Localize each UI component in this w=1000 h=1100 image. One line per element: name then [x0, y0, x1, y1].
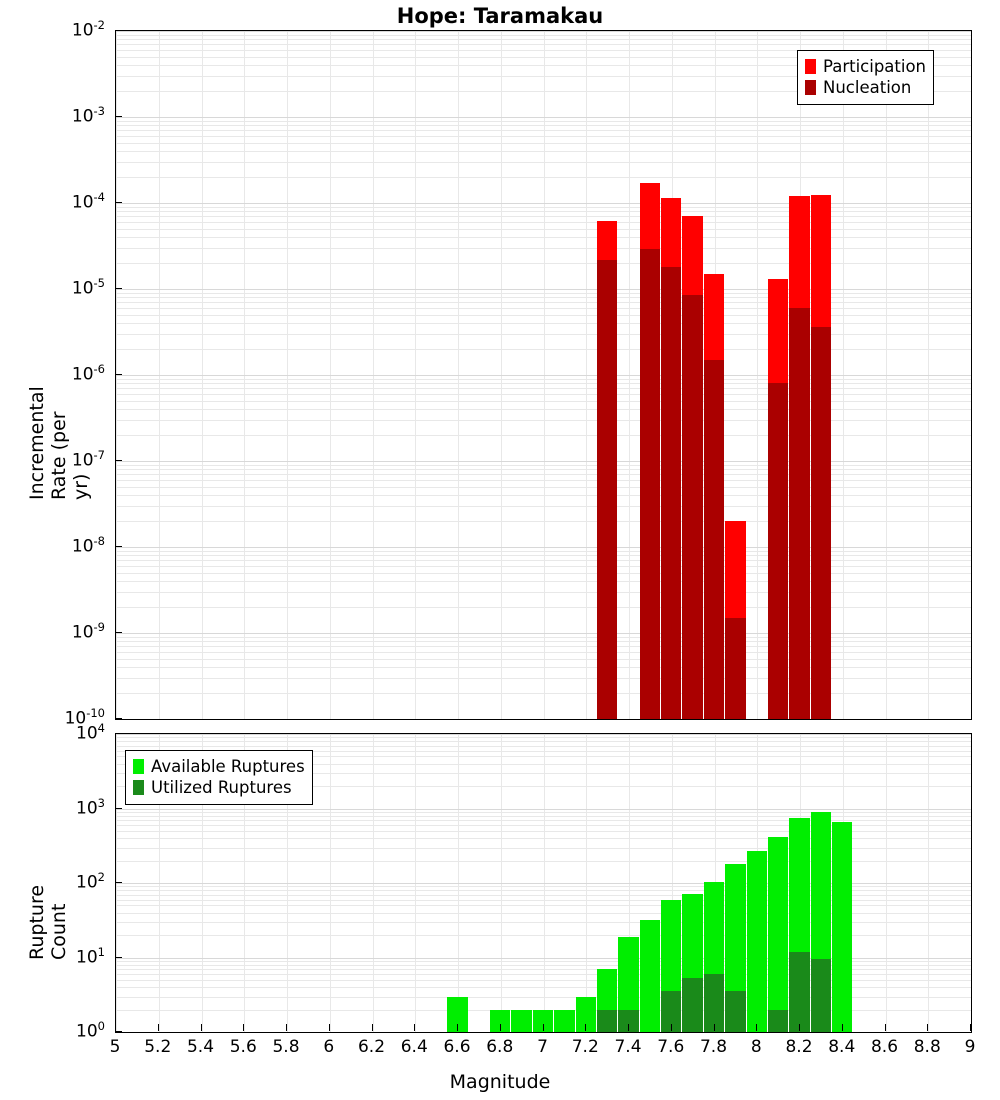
x-tick-label: 5.4 [186, 1037, 215, 1057]
gridline-horizontal [116, 229, 971, 230]
gridline-horizontal [116, 719, 971, 720]
legend-swatch-icon [133, 780, 144, 795]
x-tick-label: 9 [964, 1037, 976, 1057]
x-tick-label: 8.2 [785, 1037, 813, 1057]
gridline-horizontal [116, 737, 971, 738]
x-tick-label: 6.4 [400, 1037, 428, 1057]
x-tick-mark [842, 1024, 843, 1031]
x-tick-label: 5.6 [229, 1037, 257, 1057]
gridline-horizontal [116, 177, 971, 178]
x-tick-label: 6.8 [486, 1037, 514, 1057]
x-tick-mark [927, 1024, 928, 1031]
gridline-horizontal [116, 659, 971, 660]
gridline-horizontal [116, 383, 971, 384]
gridline-horizontal [116, 379, 971, 380]
gridline-horizontal [116, 573, 971, 574]
gridline-horizontal [116, 315, 971, 316]
bar-available-ruptures [747, 851, 767, 1032]
x-tick-label: 5.8 [272, 1037, 300, 1057]
x-tick-mark [115, 1024, 116, 1031]
bar-available-ruptures [832, 822, 852, 1032]
bottom-legend-row [133, 756, 305, 777]
x-tick-label: 5 [109, 1037, 121, 1057]
y-tick-mark [115, 546, 122, 547]
x-tick-mark [714, 1024, 715, 1031]
gridline-horizontal [116, 474, 971, 475]
gridline-horizontal [116, 465, 971, 466]
y-tick-label: $10^0$ [76, 1019, 105, 1042]
legend-swatch-icon [805, 59, 816, 74]
y-tick-label: $10^1$ [76, 944, 105, 968]
gridline-horizontal [116, 581, 971, 582]
x-tick-mark [543, 1024, 544, 1031]
x-tick-mark [799, 1024, 800, 1031]
bar-utilized-ruptures [768, 1010, 788, 1032]
x-tick-mark [286, 1024, 287, 1031]
x-tick-label: 5.2 [144, 1037, 172, 1057]
y-tick-mark [115, 374, 122, 375]
top-legend-row [805, 56, 926, 77]
y-tick-label: $10^{-9}$ [71, 620, 105, 643]
y-tick-label: $10^{-6}$ [71, 362, 105, 385]
y-tick-mark [115, 957, 122, 958]
x-tick-label: 7.2 [571, 1037, 599, 1057]
x-tick-label: 6 [323, 1037, 335, 1057]
gridline-horizontal [116, 495, 971, 496]
bar-nucleation [768, 383, 788, 719]
x-tick-label: 6.2 [357, 1037, 386, 1057]
y-tick-label: $10^{-7}$ [71, 448, 105, 471]
bar-utilized-ruptures [597, 1010, 617, 1032]
page-title: Hope: Taramakau [396, 4, 604, 28]
x-tick-mark [201, 1024, 202, 1031]
gridline-horizontal [116, 334, 971, 335]
bar-nucleation [811, 327, 831, 719]
y-tick-mark [115, 116, 122, 117]
y-tick-mark [115, 460, 122, 461]
gridline-horizontal [116, 607, 971, 608]
gridline-vertical [971, 734, 972, 1032]
gridline-horizontal [116, 323, 971, 324]
gridline-horizontal [116, 592, 971, 593]
bar-utilized-ruptures [682, 978, 702, 1032]
x-tick-label: 7.4 [614, 1037, 642, 1057]
gridline-horizontal [116, 667, 971, 668]
x-tick-label: 8.6 [870, 1037, 899, 1057]
y-tick-label: $10^{-8}$ [71, 534, 105, 557]
gridline-horizontal [116, 678, 971, 679]
gridline-horizontal [116, 375, 971, 376]
y-tick-label: $10^{-2}$ [71, 18, 105, 41]
y-tick-mark [115, 733, 122, 734]
gridline-horizontal [116, 44, 971, 45]
gridline-horizontal [116, 480, 971, 481]
bar-available-ruptures [640, 920, 660, 1032]
y-tick-mark [115, 632, 122, 633]
bottom-y-axis-label: Rupture Count [26, 884, 70, 960]
gridline-horizontal [116, 289, 971, 290]
bar-utilized-ruptures [811, 959, 831, 1032]
gridline-horizontal [116, 506, 971, 507]
y-tick-label: $10^{-4}$ [71, 190, 105, 213]
gridline-vertical [971, 31, 972, 719]
y-tick-mark [115, 288, 122, 289]
x-tick-mark [158, 1024, 159, 1031]
gridline-horizontal [116, 237, 971, 238]
gridline-horizontal [116, 469, 971, 470]
bar-utilized-ruptures [789, 952, 809, 1032]
gridline-horizontal [116, 816, 971, 817]
x-tick-label: 7.8 [699, 1037, 728, 1057]
x-tick-mark [500, 1024, 501, 1031]
gridline-horizontal [116, 31, 971, 32]
y-tick-label: $10^{-10}$ [64, 706, 105, 729]
bar-nucleation [725, 618, 745, 719]
bar-utilized-ruptures [725, 991, 745, 1032]
legend-label: Nucleation [823, 78, 912, 97]
gridline-horizontal [116, 39, 971, 40]
gridline-horizontal [116, 734, 971, 735]
x-tick-label: 7.6 [657, 1037, 685, 1057]
gridline-horizontal [116, 349, 971, 350]
x-tick-mark [329, 1024, 330, 1031]
bar-available-ruptures [511, 1010, 531, 1032]
gridline-horizontal [116, 121, 971, 122]
y-tick-label: $10^3$ [76, 795, 105, 819]
gridline-horizontal [116, 297, 971, 298]
bottom-legend [125, 750, 313, 805]
gridline-horizontal [116, 820, 971, 821]
gridline-horizontal [116, 409, 971, 410]
gridline-horizontal [116, 741, 971, 742]
x-tick-mark [243, 1024, 244, 1031]
y-tick-mark [115, 808, 122, 809]
y-tick-label: $10^{-5}$ [71, 276, 105, 299]
bar-available-ruptures [768, 837, 788, 1032]
y-tick-label: $10^2$ [76, 870, 105, 893]
x-axis-label: Magnitude [449, 1071, 551, 1093]
gridline-horizontal [116, 435, 971, 436]
bar-nucleation [640, 249, 660, 719]
gridline-horizontal [116, 809, 971, 810]
x-tick-mark [970, 1024, 971, 1031]
gridline-horizontal [116, 136, 971, 137]
gridline-horizontal [116, 388, 971, 389]
gridline-horizontal [116, 1032, 971, 1033]
y-tick-mark [115, 1031, 122, 1032]
top-legend-row [805, 77, 926, 98]
legend-label: Participation [823, 57, 927, 76]
x-tick-label: 8 [750, 1037, 762, 1057]
y-tick-mark [115, 202, 122, 203]
x-tick-mark [585, 1024, 586, 1031]
gridline-horizontal [116, 420, 971, 421]
gridline-horizontal [116, 551, 971, 552]
gridline-horizontal [116, 151, 971, 152]
bottom-legend-row [133, 777, 305, 798]
y-tick-mark [115, 30, 122, 31]
gridline-horizontal [116, 207, 971, 208]
legend-swatch-icon [133, 759, 144, 774]
gridline-horizontal [116, 162, 971, 163]
x-tick-label: 7 [537, 1037, 548, 1057]
gridline-horizontal [116, 555, 971, 556]
gridline-horizontal [116, 637, 971, 638]
y-tick-mark [115, 882, 122, 883]
gridline-horizontal [116, 633, 971, 634]
bar-nucleation [682, 295, 702, 719]
gridline-horizontal [116, 263, 971, 264]
x-tick-label: 8.4 [828, 1037, 856, 1057]
gridline-horizontal [116, 222, 971, 223]
gridline-horizontal [116, 211, 971, 212]
gridline-horizontal [116, 216, 971, 217]
gridline-horizontal [116, 302, 971, 303]
y-tick-label: $10^{-3}$ [71, 104, 105, 127]
gridline-horizontal [116, 566, 971, 567]
bar-nucleation [661, 267, 681, 719]
x-tick-mark [457, 1024, 458, 1031]
gridline-horizontal [116, 203, 971, 204]
legend-swatch-icon [805, 80, 816, 95]
gridline-horizontal [116, 746, 971, 747]
gridline-horizontal [116, 248, 971, 249]
x-tick-label: 6.6 [443, 1037, 471, 1057]
top-plot-area [115, 30, 972, 720]
y-tick-label: $10^4$ [76, 721, 105, 744]
bar-nucleation [704, 360, 724, 719]
gridline-horizontal [116, 646, 971, 647]
x-tick-mark [671, 1024, 672, 1031]
x-tick-mark [372, 1024, 373, 1031]
gridline-horizontal [116, 560, 971, 561]
bar-nucleation [789, 308, 809, 719]
gridline-horizontal [116, 35, 971, 36]
top-legend [797, 50, 934, 105]
gridline-horizontal [116, 461, 971, 462]
gridline-horizontal [116, 394, 971, 395]
gridline-horizontal [116, 521, 971, 522]
x-tick-mark [414, 1024, 415, 1031]
gridline-horizontal [116, 652, 971, 653]
gridline-horizontal [116, 125, 971, 126]
top-y-axis-label: Incremental Rate (per yr) [26, 386, 92, 500]
gridline-horizontal [116, 130, 971, 131]
y-tick-mark [115, 718, 122, 719]
legend-label: Available Ruptures [151, 757, 305, 776]
x-tick-mark [756, 1024, 757, 1031]
legend-label: Utilized Ruptures [151, 778, 292, 797]
gridline-horizontal [116, 117, 971, 118]
x-tick-mark [628, 1024, 629, 1031]
gridline-horizontal [116, 401, 971, 402]
x-tick-mark [885, 1024, 886, 1031]
gridline-horizontal [116, 143, 971, 144]
gridline-horizontal [116, 487, 971, 488]
bar-nucleation [597, 260, 617, 719]
gridline-horizontal [116, 308, 971, 309]
x-tick-label: 8.8 [913, 1037, 941, 1057]
bar-available-ruptures [554, 1010, 574, 1032]
gridline-horizontal [116, 812, 971, 813]
gridline-horizontal [116, 641, 971, 642]
gridline-horizontal [116, 693, 971, 694]
gridline-horizontal [116, 293, 971, 294]
gridline-horizontal [116, 547, 971, 548]
